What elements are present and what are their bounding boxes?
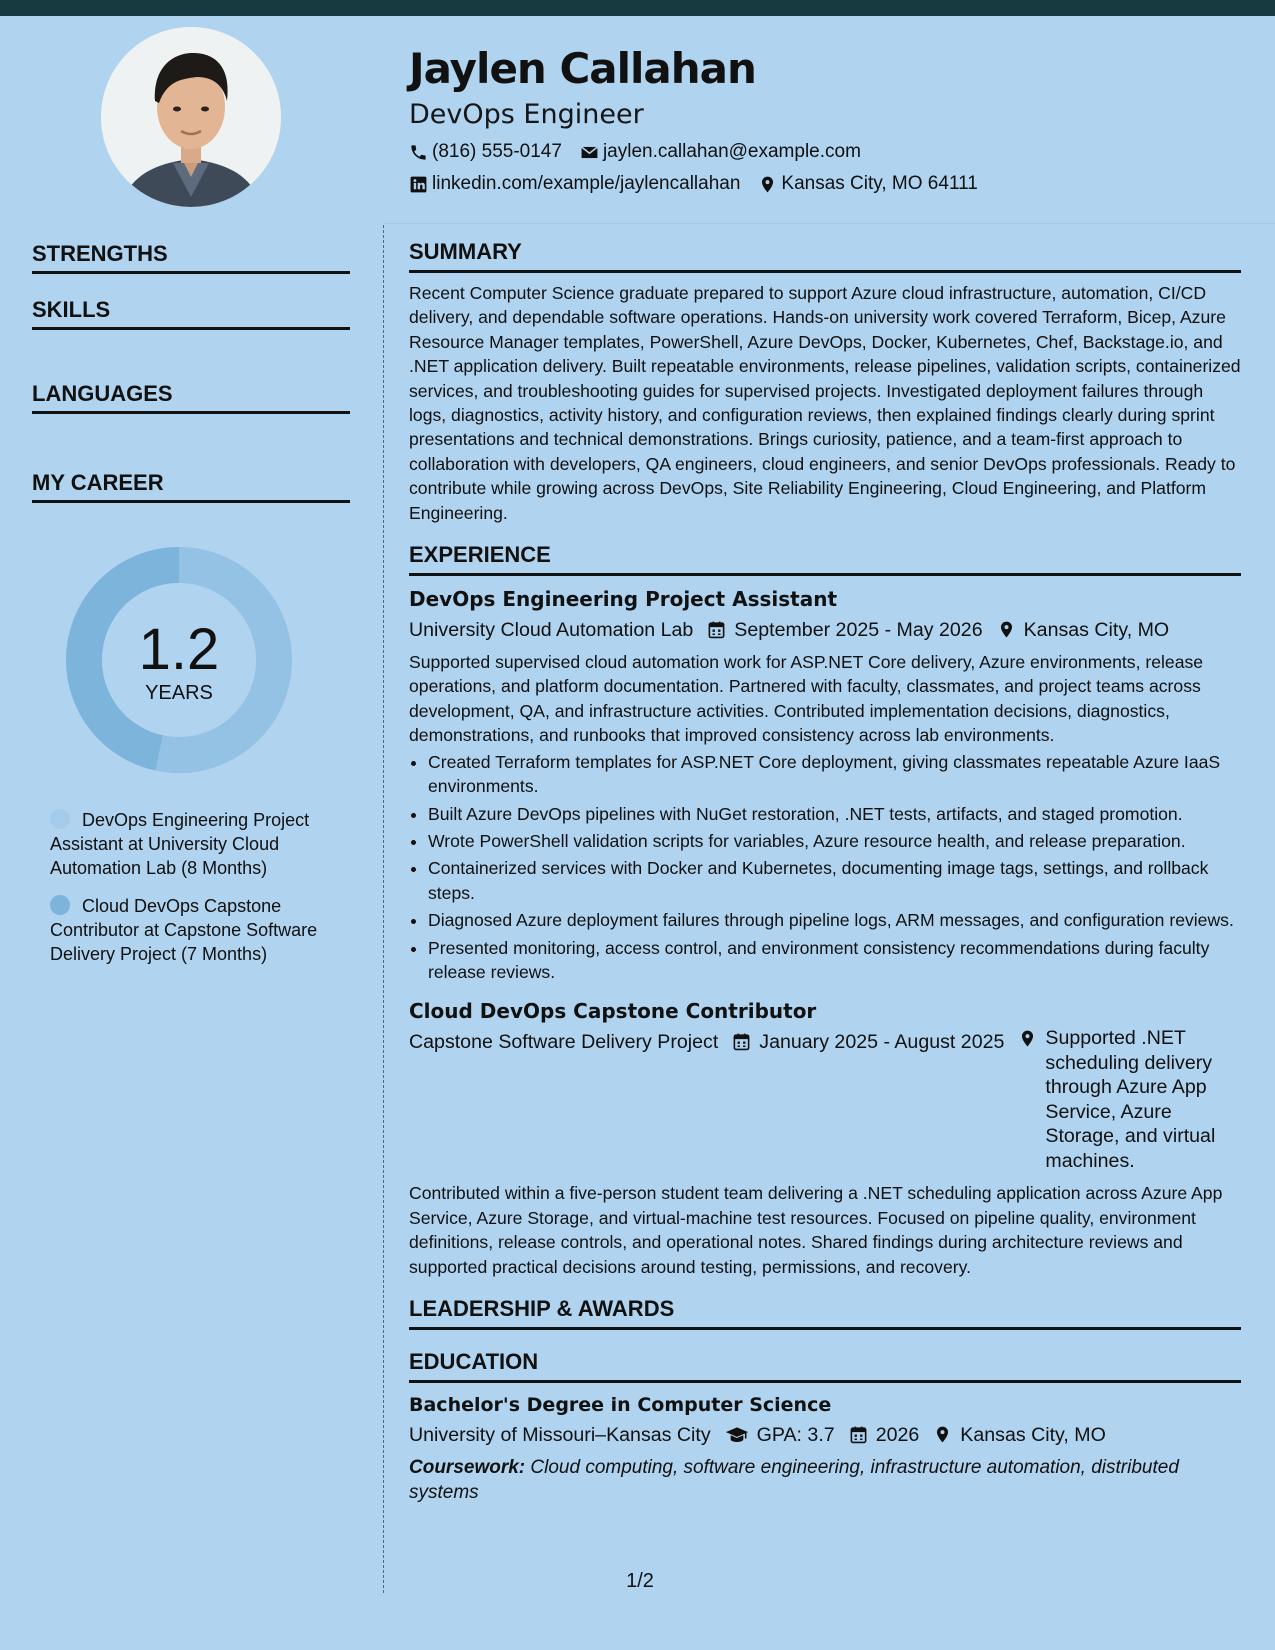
main-column (409, 238, 1241, 1505)
email-text[interactable]: jaylen.callahan@example.com (602, 141, 861, 162)
summary-heading: SUMMARY (409, 238, 1241, 273)
job-bullet: • Containerized services with Docker and Kubernetes, documenting image tags, settings, and rollback steps. (428, 856, 1241, 905)
map-pin-icon (997, 620, 1016, 639)
job-organization: University Cloud Automation Lab (409, 619, 694, 642)
leadership-section (409, 1295, 1241, 1330)
education-section (409, 1348, 1241, 1505)
job-bullet: • Diagnosed Azure deployment failures through pipeline logs, ARM messages, and configuration reviews. (428, 908, 1241, 932)
gpa-text: GPA: 3.7 (756, 1423, 835, 1446)
job-dates-text: January 2025 - August 2025 (759, 1031, 1005, 1054)
map-pin-icon (1018, 1029, 1037, 1048)
phone-text[interactable]: (816) 555-0147 (432, 141, 562, 162)
graduation-year-text: 2026 (875, 1423, 920, 1446)
school-location-text: Kansas City, MO (960, 1423, 1106, 1446)
job-bullet: • Presented monitoring, access control, and environment consistency recommendations during faculty release reviews. (428, 936, 1241, 985)
candidate-name: Jaylen Callahan (409, 44, 756, 93)
languages-heading: LANGUAGES (32, 381, 350, 414)
summary-section (409, 238, 1241, 525)
job-bullet: • Wrote PowerShell validation scripts for variables, Azure resource health, and release preparation. (428, 829, 1241, 853)
envelope-icon (580, 143, 599, 162)
career-total-unit: YEARS (145, 682, 213, 704)
phone-contact (409, 136, 562, 168)
job-title: DevOps Engineering Project Assistant (409, 587, 838, 612)
resume-header (409, 40, 1249, 200)
job-location (1018, 1026, 1241, 1173)
job-bullets (409, 750, 1241, 985)
linkedin-contact (409, 168, 740, 200)
profile-photo (101, 27, 281, 207)
job-dates (732, 1026, 1004, 1058)
legend-dot-icon (50, 809, 70, 829)
calendar-icon (707, 620, 726, 639)
skills-heading: SKILLS (32, 297, 350, 330)
job-bullet: • Built Azure DevOps pipelines with NuGet restoration, .NET tests, artifacts, and staged promotion. (428, 802, 1241, 826)
experience-section (409, 541, 1241, 1279)
avatar-illustration (101, 27, 281, 207)
linkedin-text[interactable]: linkedin.com/example/jaylencallahan (432, 173, 741, 194)
contact-row-1 (409, 136, 1249, 168)
graduation-cap-icon (725, 1425, 749, 1444)
job-meta (409, 1026, 1241, 1173)
job-bullet: • Created Terraform templates for ASP.NET Core deployment, giving classmates repeatable Azure IaaS environments. (428, 750, 1241, 799)
coursework-text: Cloud computing, software engineering, infrastructure automation, distributed systems (409, 1456, 1179, 1503)
job-dates (707, 614, 982, 646)
experience-heading: EXPERIENCE (409, 541, 1241, 576)
summary-text: Recent Computer Science graduate prepared to support Azure cloud infrastructure, automation, CI/CD delivery, and dependable software operations. Hands-on university work covered Terraform, Bicep, Azure Resource Manager templates, PowerShell, Azure DevOps, Docker, Kubernetes, Chef, Backstage.io, and .NET application delivery. Built repeatable environments, release pipelines, validation scripts, containerized services, and troubleshooting guides for supervised projects. Investigated deployment failures through logs, diagnostics, activity history, and configuration reviews, then explained findings clearly during sprint presentations and technical demonstrations. Brings curiosity, patience, and a team-first approach to collaboration with developers, QA engineers, cloud engineers, and senior DevOps professionals. Ready to contribute while growing across DevOps, Site Reliability Engineering, Cloud Engineering, and Platform Engineering. (409, 283, 1241, 523)
job-location-text: Supported .NET scheduling delivery through Azure App Service, Azure Storage, and virtual machines. (1045, 1027, 1216, 1172)
candidate-role: DevOps Engineer (409, 99, 644, 130)
job-location-text: Kansas City, MO (1023, 619, 1170, 642)
job-meta (409, 614, 1241, 646)
job-description: Supported supervised cloud automation work for ASP.NET Core delivery, Azure environments, release operations, and platform documentation. Partnered with faculty, classmates, and project teams across development, QA, and infrastructure activities. Contributed implementation decisions, diagnostics, demonstrations, and runbooks that improved consistency across lab environments. (409, 652, 1204, 746)
job-entry (409, 584, 1241, 984)
job-description: Contributed within a five-person student team delivering a .NET scheduling application across Azure App Service, Azure Storage, and virtual-machine test resources. Focused on pipeline quality, environment definitions, release controls, and operational notes. Shared findings during architecture reviews and supported practical decisions around testing, permissions, and recovery. (409, 1183, 1223, 1277)
degree-title: Bachelor's Degree in Computer Science (409, 1393, 832, 1416)
job-organization: Capstone Software Delivery Project (409, 1031, 719, 1054)
education-heading: EDUCATION (409, 1348, 1241, 1383)
career-total-value: 1.2 (138, 617, 220, 682)
career-heading: MY CAREER (32, 470, 350, 503)
page-number: 1/2 (626, 1570, 654, 1592)
top-accent-bar (0, 0, 1275, 16)
strengths-heading: STRENGTHS (32, 241, 350, 274)
career-legend (50, 808, 340, 980)
career-legend-item (50, 894, 340, 966)
map-pin-icon (933, 1425, 952, 1444)
legend-dot-icon (50, 895, 70, 915)
calendar-icon (732, 1032, 751, 1051)
graduation-year (849, 1419, 920, 1451)
career-legend-label: DevOps Engineering Project Assistant at University Cloud Automation Lab (8 Months) (50, 810, 310, 878)
job-dates-text: September 2025 - May 2026 (734, 619, 983, 642)
gpa (725, 1419, 835, 1451)
contact-row-2 (409, 168, 1249, 200)
phone-icon (409, 143, 428, 162)
column-divider (383, 225, 384, 1593)
coursework (409, 1455, 1241, 1505)
map-pin-icon (758, 175, 777, 194)
linkedin-icon (409, 175, 428, 194)
school-location (933, 1419, 1106, 1451)
calendar-icon (849, 1425, 868, 1444)
job-entry (409, 996, 1241, 1279)
job-location (997, 614, 1170, 646)
leadership-heading: LEADERSHIP & AWARDS (409, 1295, 1241, 1330)
header-divider (383, 223, 1275, 224)
education-meta (409, 1419, 1241, 1451)
school-name: University of Missouri–Kansas City (409, 1423, 711, 1446)
job-title: Cloud DevOps Capstone Contributor (409, 999, 817, 1024)
location-contact (758, 168, 977, 200)
career-legend-item (50, 808, 340, 880)
career-legend-label: Cloud DevOps Capstone Contributor at Capstone Software Delivery Project (7 Months) (50, 896, 318, 964)
email-contact (580, 136, 861, 168)
location-text: Kansas City, MO 64111 (781, 173, 978, 194)
coursework-label: Coursework: (409, 1456, 526, 1478)
